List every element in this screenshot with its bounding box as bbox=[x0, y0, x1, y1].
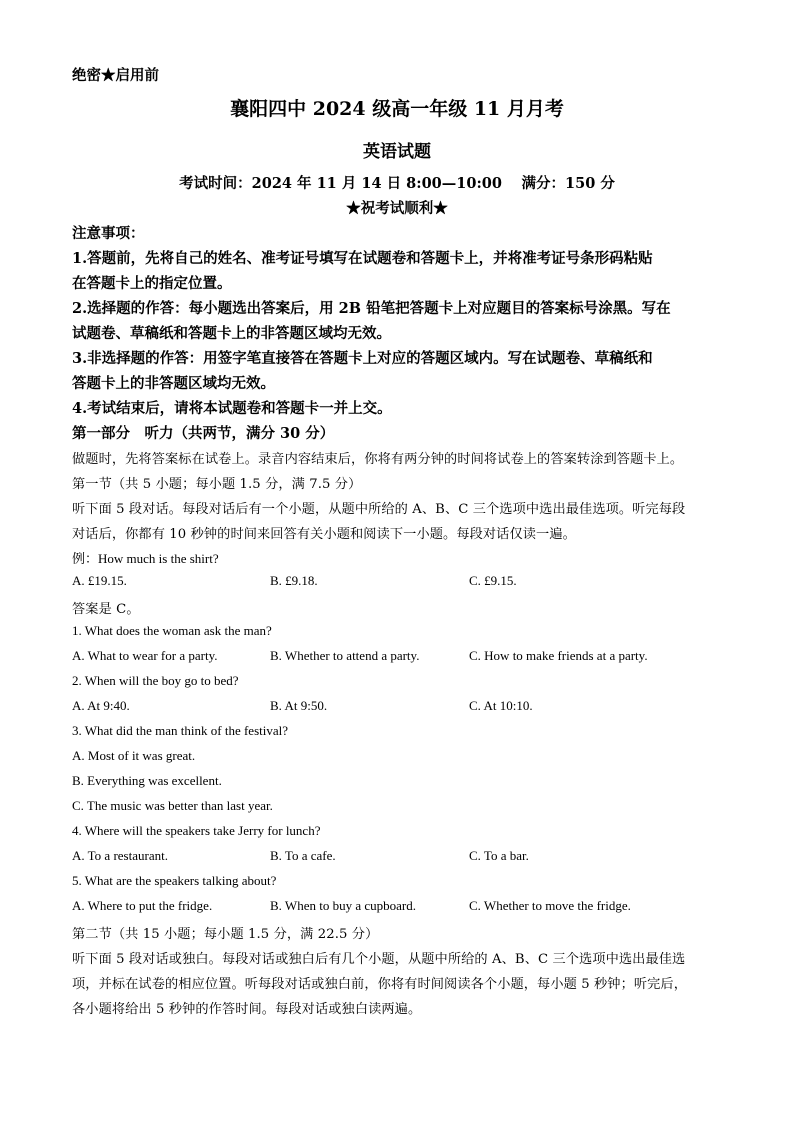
question-2-option-a: A. At 9:40. bbox=[72, 698, 130, 713]
question-2: 2. When will the boy go to bed? bbox=[72, 673, 239, 688]
question-3-option-a: A. Most of it was great. bbox=[72, 748, 196, 763]
example-option-c: C. £9.15. bbox=[469, 573, 517, 588]
notice-line: 在答题卡上的指定位置。 bbox=[72, 275, 232, 292]
question-2-option-b: B. At 9:50. bbox=[270, 698, 328, 713]
question-4-option-c: C. To a bar. bbox=[469, 848, 529, 863]
question-3: 3. What did the man think of the festival? bbox=[72, 723, 289, 738]
notice-line: 3.非选择题的作答：用签字笔直接答在答题卡上对应的答题区域内。写在试题卷、草稿纸和 bbox=[72, 350, 653, 367]
example-question: 例：How much is the shirt? bbox=[72, 551, 219, 566]
question-1-option-c: C. How to make friends at a party. bbox=[469, 648, 648, 663]
question-5-option-b: B. When to buy a cupboard. bbox=[270, 898, 416, 913]
question-1: 1. What does the woman ask the man? bbox=[72, 623, 272, 638]
notice-line: 答题卡上的非答题区域均无效。 bbox=[72, 375, 275, 392]
section1-instruction: 对话后，你都有 10 秒钟的时间来回答有关小题和阅读下一小题。每段对话仅读一遍。 bbox=[72, 527, 576, 542]
section1-instruction: 听下面 5 段对话。每段对话后有一个小题，从题中所给的 A、B、C 三个选项中选出最佳选项。听完每段 bbox=[72, 502, 686, 517]
question-4-option-a: A. To a restaurant. bbox=[72, 848, 168, 863]
section2-instruction: 各小题将给出 5 秒钟的作答时间。每段对话或独白读两遍。 bbox=[72, 1002, 422, 1017]
question-1-option-a: A. What to wear for a party. bbox=[72, 648, 218, 663]
question-5: 5. What are the speakers talking about? bbox=[72, 873, 277, 888]
subject-title: 英语试题 bbox=[363, 142, 431, 162]
notice-line: 4.考试结束后，请将本试题卷和答题卡一并上交。 bbox=[72, 400, 392, 417]
section2-heading: 第二节（共 15 小题；每小题 1.5 分，满 22.5 分） bbox=[72, 927, 379, 942]
exam-title: 襄阳四中 2024 级高一年级 11 月月考 bbox=[230, 98, 564, 120]
notice-line: 1.答题前，先将自己的姓名、准考证号填写在试题卷和答题卡上，并将准考证号条形码粘贴 bbox=[72, 250, 653, 267]
secret-label: 绝密★启用前 bbox=[72, 67, 159, 84]
question-3-option-b: B. Everything was excellent. bbox=[72, 773, 222, 788]
part1-instruction: 做题时，先将答案标在试卷上。录音内容结束后，你将有两分钟的时间将试卷上的答案转涂到答题卡上。 bbox=[72, 452, 684, 467]
example-option-a: A. £19.15. bbox=[72, 573, 127, 588]
question-2-option-c: C. At 10:10. bbox=[469, 698, 533, 713]
question-3-option-c: C. The music was better than last year. bbox=[72, 798, 273, 813]
section2-instruction: 听下面 5 段对话或独白。每段对话或独白后有几个小题，从题中所给的 A、B、C 三个选项中选出最佳选 bbox=[72, 952, 686, 967]
question-5-option-c: C. Whether to move the fridge. bbox=[469, 898, 631, 913]
section2-instruction: 项，并标在试卷的相应位置。听每段对话或独白前，你将有时间阅读各个小题，每小题 5 秒钟；听完后， bbox=[72, 977, 688, 992]
blessing: ★祝考试顺利★ bbox=[346, 200, 448, 217]
example-answer: 答案是 C。 bbox=[72, 602, 140, 617]
example-option-b: B. £9.18. bbox=[270, 573, 318, 588]
question-4-option-b: B. To a cafe. bbox=[270, 848, 336, 863]
notice-heading: 注意事项： bbox=[72, 225, 145, 242]
notice-line: 2.选择题的作答：每小题选出答案后，用 2B 铅笔把答题卡上对应题目的答案标号涂黑。写在 bbox=[72, 300, 671, 317]
part1-heading: 第一部分 听力（共两节，满分 30 分） bbox=[72, 425, 335, 442]
section1-heading: 第一节（共 5 小题；每小题 1.5 分，满 7.5 分） bbox=[72, 477, 362, 492]
question-4: 4. Where will the speakers take Jerry for lunch? bbox=[72, 823, 321, 838]
exam-info: 考试时间：2024 年 11 月 14 日 8:00—10:00 满分：150 分 bbox=[179, 175, 615, 192]
notice-line: 试题卷、草稿纸和答题卡上的非答题区域均无效。 bbox=[72, 325, 391, 342]
question-1-option-b: B. Whether to attend a party. bbox=[270, 648, 420, 663]
question-5-option-a: A. Where to put the fridge. bbox=[72, 898, 213, 913]
